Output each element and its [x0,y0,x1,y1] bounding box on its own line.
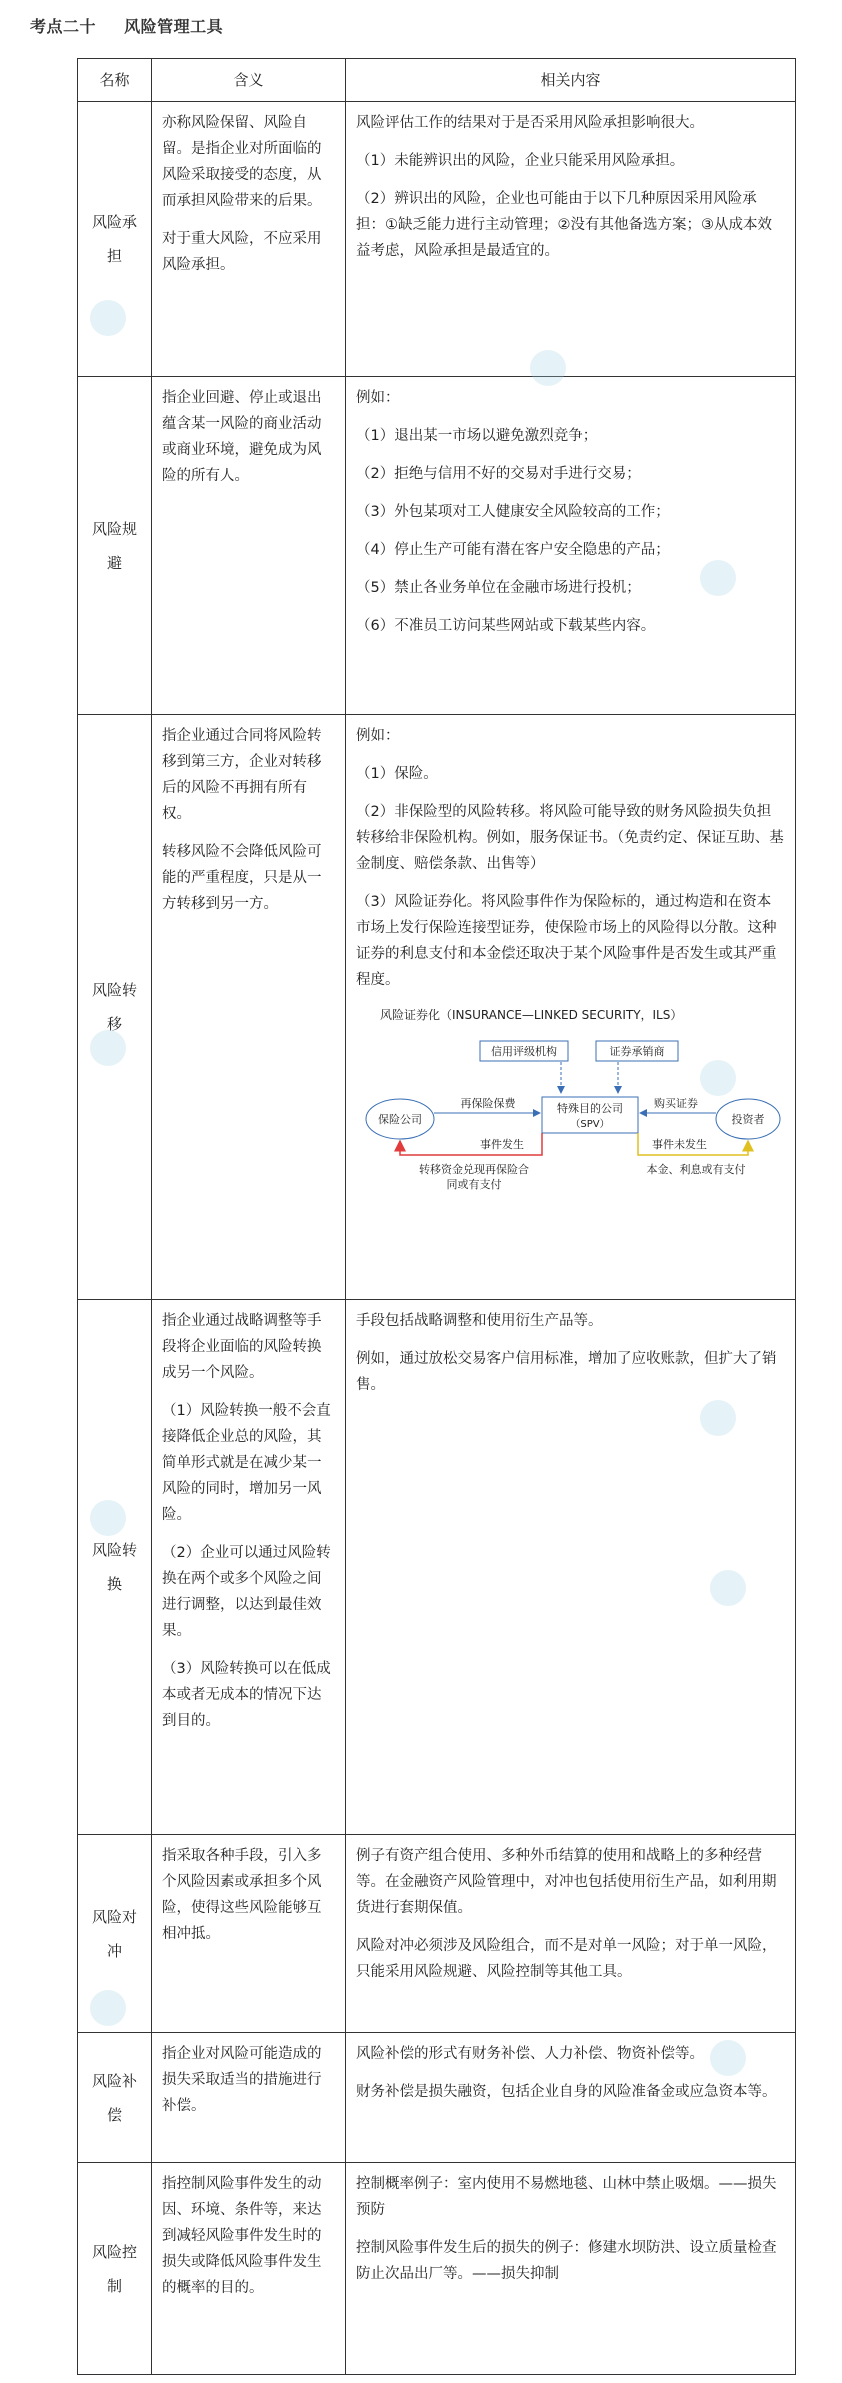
spv-label-line2: （SPV） [570,1119,610,1130]
meaning-paragraph: 对于重大风险，不应采用风险承担。 [162,231,322,273]
row-content [346,1300,796,1835]
row-meaning [152,2163,346,2375]
meaning-paragraph: 指企业通过合同将风险转移到第三方，企业对转移后的风险不再拥有所有权。 [162,728,322,822]
table-row [78,715,796,1300]
principal-interest-label: 本金、利息或有支付 [646,1163,746,1176]
meaning-paragraph: 亦称风险保留、风险自留。是指企业对所面临的风险采取接受的态度，从而承担风险带来的后果。 [162,115,322,209]
content-paragraph: 例如，通过放松交易客户信用标准，增加了应收账款，但扩大了销售。 [356,1351,777,1393]
spv-label-line1: 特殊目的公司 [557,1102,623,1115]
ils-diagram [356,1005,786,1205]
table-row [78,2163,796,2375]
content-paragraph: 手段包括战略调整和使用衍生产品等。 [356,1313,603,1329]
table-row [78,2033,796,2163]
content-paragraph: 风险对冲必须涉及风险组合，而不是对单一风险；对于单一风险，只能采用风险规避、风险控制等其他工具。 [356,1938,777,1980]
insurer-label: 保险公司 [378,1113,422,1126]
row-content [346,1835,796,2033]
content-paragraph: 例如： [356,390,400,406]
row-content [346,715,796,1300]
row-meaning [152,2033,346,2163]
row-name: 风险转换 [78,1300,152,1835]
meaning-paragraph: 指控制风险事件发生的动因、环境、条件等，来达到减轻风险事件发生时的损失或降低风险事件发生的概率的目的。 [162,2176,322,2296]
investor-label: 投资者 [731,1113,765,1126]
meaning-paragraph: 指企业回避、停止或退出蕴含某一风险的商业活动或商业环境，避免成为风险的所有人。 [162,390,322,484]
content-paragraph: （1）退出某一市场以避免激烈竞争； [356,428,598,444]
row-name: 风险承担 [78,102,152,377]
meaning-paragraph: （3）风险转换可以在低成本或者无成本的情况下达到目的。 [162,1661,331,1729]
content-paragraph: （1）未能辨识出的风险，企业只能采用风险承担。 [356,153,685,169]
content-paragraph: 风险补偿的形式有财务补偿、人力补偿、物资补偿等。 [356,2046,704,2062]
row-content [346,2033,796,2163]
underwriter-label: 证券承销商 [609,1045,665,1058]
column-header-content: 相关内容 [346,59,796,102]
buy-securities-label: 购买证券 [654,1097,698,1110]
row-name: 风险转移 [78,715,152,1300]
content-paragraph: （4）停止生产可能有潜在客户安全隐患的产品； [356,542,670,558]
content-paragraph: （2）拒绝与信用不好的交易对手进行交易； [356,466,641,482]
content-paragraph: （2）非保险型的风险转移。将风险可能导致的财务风险损失负担转移给非保险机构。例如，服务保证书。（免责约定、保证互助、基金制度、赔偿条款、出售等） [356,804,784,872]
meaning-paragraph: （1）风险转换一般不会直接降低企业总的风险，其简单形式就是在减少某一风险的同时，增加另一风险。 [162,1403,331,1523]
row-content [346,377,796,715]
row-name: 风险补偿 [78,2033,152,2163]
meaning-paragraph: 指企业通过战略调整等手段将企业面临的风险转换成另一个风险。 [162,1313,322,1381]
row-name: 风险规避 [78,377,152,715]
content-paragraph: （2）辨识出的风险，企业也可能由于以下几种原因采用风险承担：①缺乏能力进行主动管理；②没有其他备选方案；③从成本效益考虑，风险承担是最适宜的。 [356,191,772,259]
table-row [78,1300,796,1835]
table-row [78,377,796,715]
row-meaning [152,715,346,1300]
table-row [78,102,796,377]
event-occurs-label: 事件发生 [480,1138,524,1151]
content-paragraph: 例如： [356,728,400,744]
meaning-paragraph: 转移风险不会降低风险可能的严重程度，只是从一方转移到另一方。 [162,844,322,912]
diagram-title: 风险证券化（INSURANCE—LINKED SECURITY，ILS） [380,1008,683,1022]
content-paragraph: （6）不准员工访问某些网站或下载某些内容。 [356,618,656,634]
column-header-name: 名称 [78,59,152,102]
meaning-paragraph: 指采取各种手段，引入多个风险因素或承担多个风险，使得这些风险能够互相冲抵。 [162,1848,322,1942]
risk-tools-table [77,58,796,2375]
meaning-paragraph: （2）企业可以通过风险转换在两个或多个风险之间进行调整，以达到最佳效果。 [162,1545,331,1639]
row-meaning [152,377,346,715]
content-paragraph: （1）保险。 [356,766,438,782]
row-meaning [152,1835,346,2033]
section-topic: 风险管理工具 [124,17,224,36]
content-paragraph: 控制概率例子：室内使用不易燃地毯、山林中禁止吸烟。——损失预防 [356,2176,777,2218]
content-paragraph: （3）外包某项对工人健康安全风险较高的工作； [356,504,670,520]
row-meaning [152,1300,346,1835]
transfer-funds-label-line1: 转移资金兑现再保险合 [419,1163,529,1176]
transfer-funds-label-line2: 同或有支付 [446,1178,502,1191]
row-meaning [152,102,346,377]
premium-label: 再保险保费 [460,1097,516,1110]
event-not-occurs-label: 事件未发生 [652,1138,707,1151]
table-header-row [78,59,796,102]
row-content [346,102,796,377]
table-row [78,1835,796,2033]
row-name: 风险对冲 [78,1835,152,2033]
content-paragraph: 财务补偿是损失融资，包括企业自身的风险准备金或应急资本等。 [356,2084,777,2100]
rating-agency-label: 信用评级机构 [491,1045,557,1058]
content-paragraph: （3）风险证券化。将风险事件作为保险标的，通过构造和在资本市场上发行保险连接型证券，使保险市场上的风险得以分散。这种证券的利息支付和本金偿还取决于某个风险事件是否发生或其严重程度。 [356,894,777,988]
section-title [30,14,245,37]
section-number: 考点二十 [30,17,97,36]
meaning-paragraph: 指企业对风险可能造成的损失采取适当的措施进行补偿。 [162,2046,322,2114]
row-content [346,2163,796,2375]
row-name: 风险控制 [78,2163,152,2375]
content-paragraph: （5）禁止各业务单位在金融市场进行投机； [356,580,641,596]
content-paragraph: 风险评估工作的结果对于是否采用风险承担影响很大。 [356,115,704,131]
column-header-meaning: 含义 [152,59,346,102]
content-paragraph: 控制风险事件发生后的损失的例子：修建水坝防洪、设立质量检查防止次品出厂等。——损失抑制 [356,2240,777,2282]
content-paragraph: 例子有资产组合使用、多种外币结算的使用和战略上的多种经营等。在金融资产风险管理中，对冲也包括使用衍生产品，如利用期货进行套期保值。 [356,1848,777,1916]
